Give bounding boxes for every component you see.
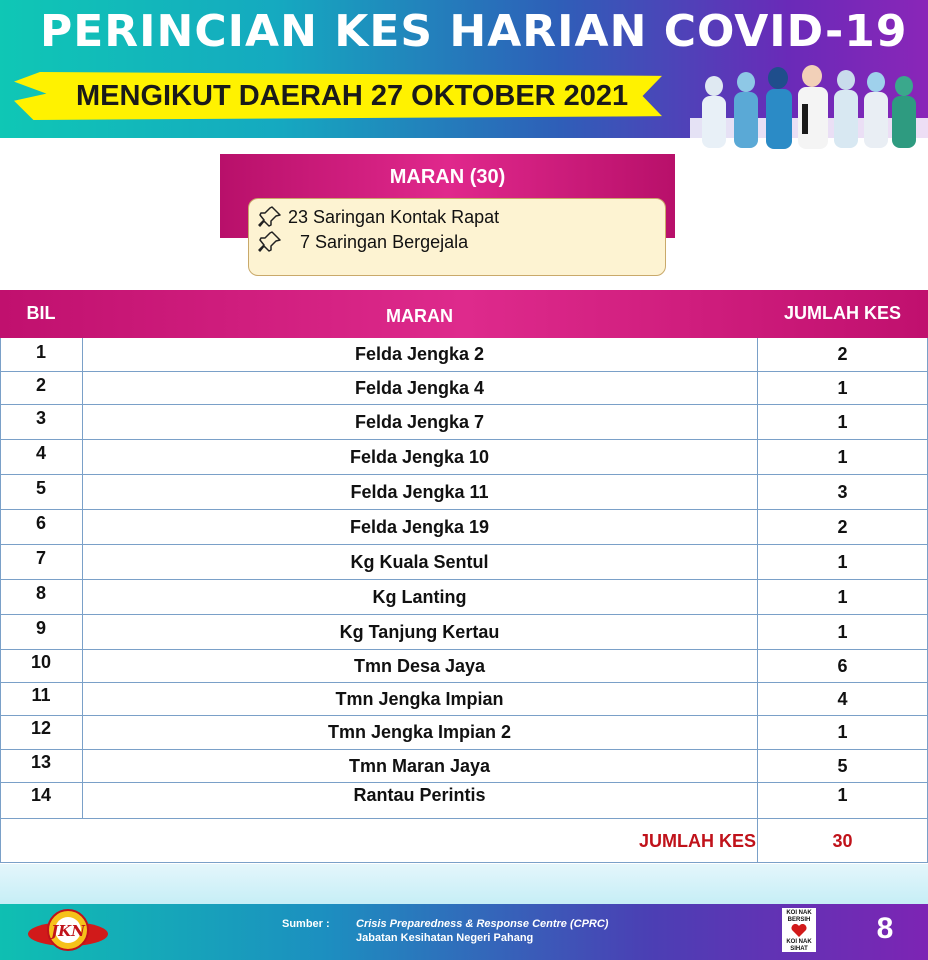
table-row bbox=[0, 545, 928, 580]
row-cases: 2 bbox=[837, 344, 848, 364]
table-row bbox=[0, 475, 928, 510]
row-bil: 13 bbox=[30, 752, 52, 772]
row-cases: 6 bbox=[837, 655, 848, 676]
row-location: Felda Jengka 10 bbox=[349, 446, 490, 467]
row-bil: 4 bbox=[35, 443, 46, 463]
table-border-left bbox=[0, 338, 1, 863]
page-title: PERINCIAN KES HARIAN COVID-19 bbox=[40, 6, 908, 57]
summary-item-text: 23 Saringan Kontak Rapat bbox=[288, 206, 500, 227]
pushpin-icon bbox=[258, 206, 282, 228]
row-cases: 1 bbox=[837, 446, 848, 467]
table-row bbox=[0, 510, 928, 545]
row-location: Tmn Jengka Impian bbox=[335, 688, 504, 709]
table-row bbox=[0, 372, 928, 405]
row-bil: 6 bbox=[35, 513, 46, 533]
source-line-2: Jabatan Kesihatan Negeri Pahang bbox=[356, 932, 534, 944]
row-location: Felda Jengka 2 bbox=[354, 344, 485, 364]
cases-table bbox=[0, 338, 928, 863]
row-bil: 7 bbox=[35, 548, 46, 568]
total-label: JUMLAH KES bbox=[638, 831, 756, 851]
row-cases: 1 bbox=[837, 551, 848, 572]
row-bil: 5 bbox=[35, 478, 46, 498]
page-subtitle: MENGIKUT DAERAH 27 OKTOBER 2021 bbox=[76, 80, 629, 112]
row-cases: 1 bbox=[837, 586, 848, 607]
total-value: 30 bbox=[832, 831, 853, 851]
page-number: 8 bbox=[876, 912, 894, 945]
row-cases: 1 bbox=[837, 377, 848, 398]
row-bil: 9 bbox=[35, 618, 46, 638]
column-header-bil: BIL bbox=[26, 303, 56, 323]
row-location: Felda Jengka 4 bbox=[354, 377, 485, 398]
row-bil: 14 bbox=[30, 785, 52, 805]
table-row bbox=[0, 716, 928, 750]
source-line-1: Crisis Preparedness & Response Centre (CPRC) bbox=[356, 918, 609, 930]
row-cases: 1 bbox=[837, 621, 848, 642]
summary-title: MARAN (30) bbox=[389, 166, 506, 188]
row-bil: 8 bbox=[35, 583, 46, 603]
summary-item-text: 7 Saringan Bergejala bbox=[300, 231, 469, 252]
row-cases: 1 bbox=[837, 722, 848, 742]
row-bil: 1 bbox=[35, 342, 46, 362]
row-location: Rantau Perintis bbox=[353, 785, 486, 805]
table-row bbox=[0, 615, 928, 650]
row-location: Tmn Maran Jaya bbox=[348, 755, 491, 776]
table-row bbox=[0, 338, 928, 372]
bottom-band bbox=[0, 864, 928, 904]
table-row bbox=[0, 650, 928, 683]
row-bil: 10 bbox=[30, 652, 52, 672]
jkn-logo-text: JKN bbox=[51, 922, 85, 940]
row-bil: 3 bbox=[35, 408, 46, 428]
row-cases: 1 bbox=[837, 411, 848, 432]
jkn-logo bbox=[26, 906, 110, 958]
table-row bbox=[0, 783, 928, 819]
summary-item bbox=[258, 230, 468, 254]
row-location: Felda Jengka 19 bbox=[349, 516, 490, 537]
heart-icon bbox=[791, 924, 807, 938]
row-cases: 1 bbox=[837, 785, 848, 805]
column-header-maran: MARAN bbox=[386, 306, 453, 326]
column-header-jumlah-kes: JUMLAH KES bbox=[783, 303, 901, 323]
row-location: Kg Tanjung Kertau bbox=[339, 621, 500, 642]
table-row bbox=[0, 440, 928, 475]
koi-logo-top-text: KOI NAK BERSIH bbox=[786, 910, 812, 923]
table-row bbox=[0, 750, 928, 783]
pushpin-icon bbox=[258, 231, 282, 253]
table-row bbox=[0, 405, 928, 440]
koi-nak-logo bbox=[782, 908, 816, 952]
row-cases: 3 bbox=[837, 481, 848, 502]
column-divider bbox=[757, 338, 758, 863]
row-bil: 2 bbox=[35, 375, 46, 395]
row-cases: 5 bbox=[837, 755, 848, 776]
row-bil: 12 bbox=[30, 718, 52, 738]
row-cases: 4 bbox=[837, 688, 848, 709]
row-bil: 11 bbox=[31, 685, 51, 705]
row-location: Tmn Jengka Impian 2 bbox=[327, 722, 512, 742]
health-workers-illustration bbox=[690, 60, 928, 156]
row-location: Kg Lanting bbox=[372, 586, 467, 607]
summary-item bbox=[258, 205, 499, 229]
row-location: Kg Kuala Sentul bbox=[350, 551, 489, 572]
row-cases: 2 bbox=[837, 516, 848, 537]
koi-logo-bottom-text: KOI NAK SIHAT bbox=[786, 939, 812, 952]
row-location: Felda Jengka 11 bbox=[350, 481, 489, 502]
column-divider bbox=[82, 338, 83, 819]
table-row bbox=[0, 580, 928, 615]
table-row bbox=[0, 683, 928, 716]
source-label: Sumber : bbox=[282, 918, 330, 930]
row-location: Tmn Desa Jaya bbox=[353, 655, 486, 676]
row-location: Felda Jengka 7 bbox=[354, 411, 485, 432]
